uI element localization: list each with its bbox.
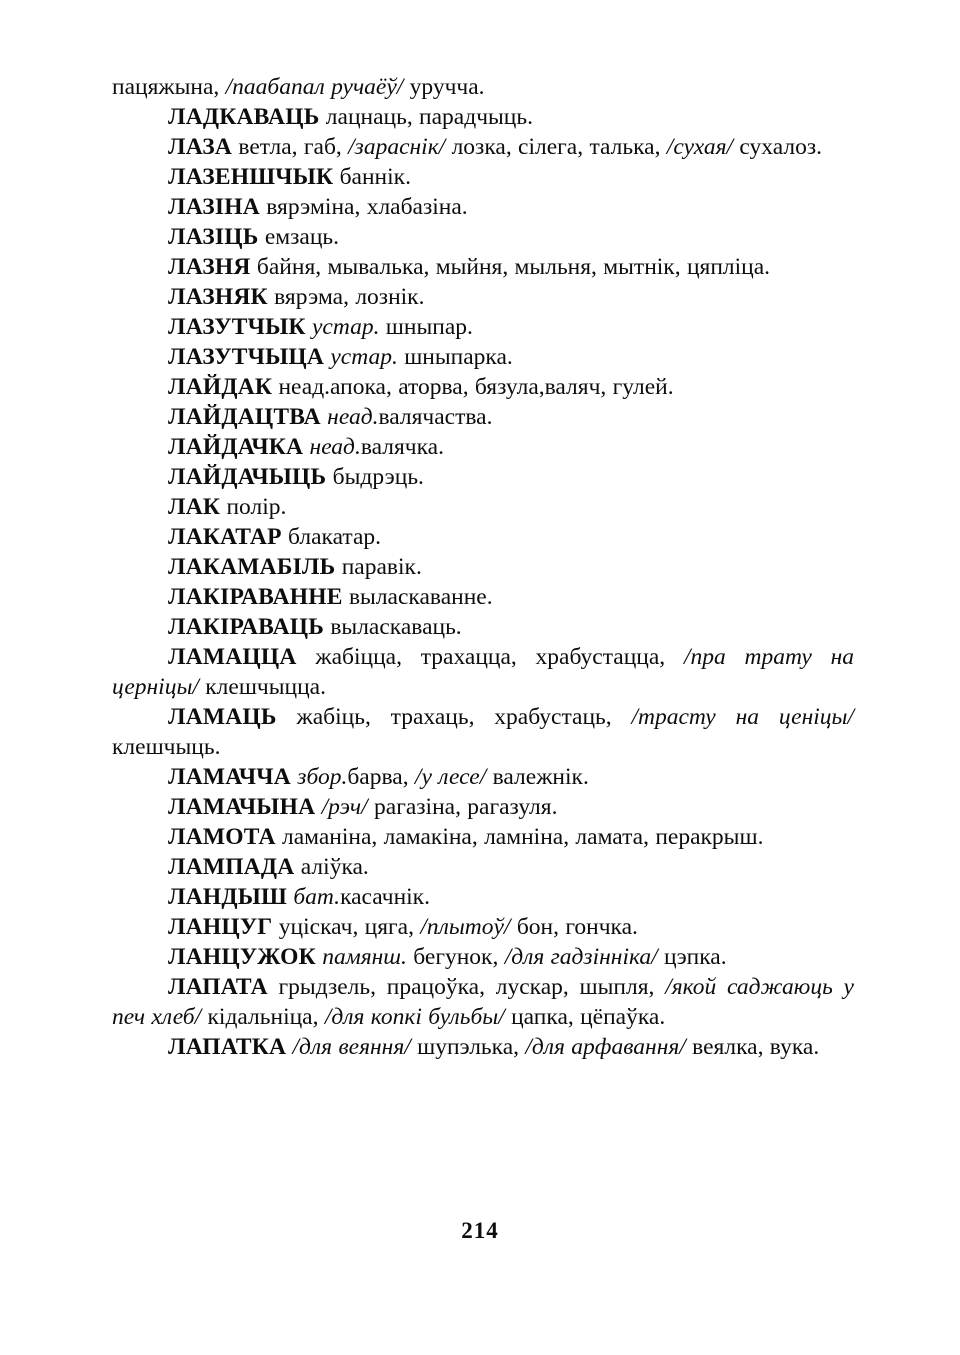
dictionary-entry — [112, 582, 854, 612]
entry-headword: ЛАНЦУГ — [168, 914, 273, 940]
entry-headword: ЛАМАЧЫНА — [168, 794, 316, 820]
entry-headword: ЛАКІРАВАЦЬ — [168, 614, 324, 640]
entry-headword: ЛАЙДАЦТВА — [168, 404, 321, 430]
entry-gloss: паравік. — [335, 554, 422, 580]
entry-headword: ЛАЗІЦЬ — [168, 224, 259, 250]
entry-headword: ЛАЗІНА — [168, 194, 260, 220]
entry-gloss-italic: /зараснік/ — [348, 134, 446, 160]
entry-headword: ЛАЗНЯК — [168, 284, 268, 310]
dictionary-entry — [112, 462, 854, 492]
entry-gloss-italic: /якой саджаюць у печ хлеб/ — [112, 974, 854, 1030]
entry-gloss: веялка, вука. — [685, 1034, 820, 1060]
entry-gloss: вярэміна, хлабазіна. — [259, 194, 468, 220]
entry-gloss: цапка, цёпаўка. — [504, 1004, 666, 1030]
entry-gloss: бон, гончка. — [510, 914, 638, 940]
entry-headword: ЛАПАТКА — [168, 1034, 287, 1060]
entry-gloss: аліўка. — [294, 854, 369, 880]
entry-gloss: лацнаць, парадчыць. — [319, 104, 533, 130]
entry-gloss-italic: устар. — [324, 344, 398, 370]
entry-gloss: клешчыць. — [112, 734, 221, 760]
entry-headword: ЛАЙДАЧЫЦЬ — [168, 464, 327, 490]
entry-gloss-italic: /для арфавання/ — [525, 1034, 686, 1060]
dictionary-entry — [112, 762, 854, 792]
entry-gloss: бегунок, — [406, 944, 505, 970]
dictionary-entry — [112, 942, 854, 972]
entry-headword: ЛАЗНЯ — [168, 254, 251, 280]
dictionary-entry — [112, 342, 854, 372]
entry-headword: ЛАЗЕНШЧЫК — [168, 164, 334, 190]
entry-gloss: шныпарка. — [397, 344, 513, 370]
entry-gloss: уруччa. — [403, 74, 485, 100]
entry-gloss: ветла, габ, — [232, 134, 349, 160]
dictionary-entry — [112, 1032, 854, 1062]
entry-gloss-italic: /паабапал ручаёў/ — [225, 74, 404, 100]
dictionary-entry — [112, 372, 854, 402]
dictionary-entry — [112, 432, 854, 462]
dictionary-entry — [112, 522, 854, 552]
entry-gloss: кідальніца, — [201, 1004, 325, 1030]
entry-headword: ЛАПАТА — [168, 974, 268, 1000]
entry-gloss: шныпар. — [379, 314, 473, 340]
entry-gloss: баннік. — [333, 164, 411, 190]
entry-gloss: уціскач, цяга, — [272, 914, 421, 940]
entry-gloss: касачнік. — [340, 884, 430, 910]
entry-gloss: быдрэць. — [326, 464, 424, 490]
entry-headword: ЛАЙДАК — [168, 374, 273, 400]
entry-headword: ЛАМАЦЦА — [168, 644, 297, 670]
entry-gloss: жабіць, трахаць, храбустаць, — [276, 704, 632, 730]
entry-gloss: лозка, сілега, талька, — [445, 134, 667, 160]
entry-gloss: валежнік. — [486, 764, 589, 790]
dictionary-entry — [112, 822, 854, 852]
dictionary-entry — [112, 102, 854, 132]
dictionary-entry — [112, 972, 854, 1032]
entry-headword: ЛАКАМАБІЛЬ — [168, 554, 336, 580]
entry-headword: ЛАНДЫШ — [168, 884, 288, 910]
entry-gloss: емзаць. — [258, 224, 339, 250]
entry-gloss: пацяжына, — [112, 74, 226, 100]
entry-headword: ЛАЗА — [168, 134, 233, 160]
dictionary-entry — [112, 252, 854, 282]
entry-gloss: валячка. — [360, 434, 444, 460]
entry-headword: ЛАМАЦЬ — [168, 704, 277, 730]
entry-gloss: вярэма, лознік. — [267, 284, 425, 310]
entry-gloss-italic: неад. — [320, 404, 379, 430]
dictionary-entry — [112, 852, 854, 882]
entry-headword: ЛАДКАВАЦЬ — [168, 104, 320, 130]
dictionary-entry — [112, 702, 854, 762]
dictionary-entry — [112, 552, 854, 582]
entry-gloss: грыдзель, працоўка, лускар, шыпля, — [267, 974, 666, 1000]
entry-gloss-italic: /у лесе/ — [414, 764, 487, 790]
entry-gloss: полір. — [220, 494, 287, 520]
entry-gloss: выласкаваць. — [323, 614, 462, 640]
dictionary-entry — [112, 642, 854, 702]
entry-gloss-italic: /рэч/ — [315, 794, 368, 820]
entry-gloss: ламаніна, ламакіна, ламніна, ламата, перакрыш. — [275, 824, 764, 850]
dictionary-entry — [112, 402, 854, 432]
dictionary-entry — [112, 312, 854, 342]
entry-headword: ЛАЗУТЧЫЦА — [168, 344, 325, 370]
entry-headword: ЛАНЦУЖОК — [168, 944, 316, 970]
entry-gloss: цэпка. — [657, 944, 727, 970]
dictionary-entry — [112, 882, 854, 912]
entry-gloss-italic: /сухая/ — [666, 134, 734, 160]
entry-gloss: блакатар. — [281, 524, 382, 550]
dictionary-entry — [112, 222, 854, 252]
entry-gloss: неад.апока, аторва, бязула,валяч, гулей. — [272, 374, 674, 400]
entry-headword: ЛАЙДАЧКА — [168, 434, 304, 460]
dictionary-entry — [112, 192, 854, 222]
page-number: 214 — [461, 1218, 499, 1243]
entry-gloss: рагазіна, рагазуля. — [367, 794, 558, 820]
entry-headword: ЛАМАЧЧА — [168, 764, 291, 790]
entry-gloss-italic: збор. — [290, 764, 348, 790]
entry-gloss-italic: /для веяння/ — [286, 1034, 411, 1060]
entry-gloss-italic: памянш. — [315, 944, 407, 970]
entry-gloss: байня, мывалька, мыйня, мыльня, мытнік, цяпліца. — [250, 254, 771, 280]
dictionary-entry — [112, 492, 854, 522]
entry-headword: ЛАКІРАВАННЕ — [168, 584, 343, 610]
entry-column — [112, 72, 854, 1062]
entry-gloss: клешчыцца. — [198, 674, 326, 700]
entry-gloss: сухалоз. — [733, 134, 822, 160]
dictionary-entry — [112, 162, 854, 192]
entry-headword: ЛАМПАДА — [168, 854, 295, 880]
entry-gloss: шупэлька, — [410, 1034, 526, 1060]
entry-headword: ЛАМОТА — [168, 824, 276, 850]
entry-headword: ЛАЗУТЧЫК — [168, 314, 306, 340]
entry-headword: ЛАК — [168, 494, 221, 520]
entry-gloss: барва, — [347, 764, 415, 790]
dictionary-entry — [112, 132, 854, 162]
dictionary-entry — [112, 612, 854, 642]
dictionary-entry — [112, 282, 854, 312]
entry-gloss-italic: /для гадзінніка/ — [504, 944, 658, 970]
entry-gloss-italic: /для копкі бульбы/ — [324, 1004, 505, 1030]
entry-gloss-italic: /пра трату на церніцы/ — [112, 644, 854, 700]
dictionary-entry — [112, 912, 854, 942]
entry-headword: ЛАКАТАР — [168, 524, 282, 550]
dictionary-entry — [112, 792, 854, 822]
entry-gloss-italic: бат. — [287, 884, 341, 910]
entry-gloss: валячаства. — [378, 404, 493, 430]
entry-gloss: жабіцца, трахацца, храбустацца, — [296, 644, 684, 670]
dictionary-entry — [112, 72, 854, 102]
entry-gloss: выласкаванне. — [342, 584, 493, 610]
entry-gloss-italic: неад. — [303, 434, 361, 460]
entry-gloss-italic: /плытоў/ — [420, 914, 511, 940]
entry-gloss-italic: /трасту на ценіцы/ — [631, 704, 854, 730]
entry-gloss-italic: устар. — [305, 314, 380, 340]
